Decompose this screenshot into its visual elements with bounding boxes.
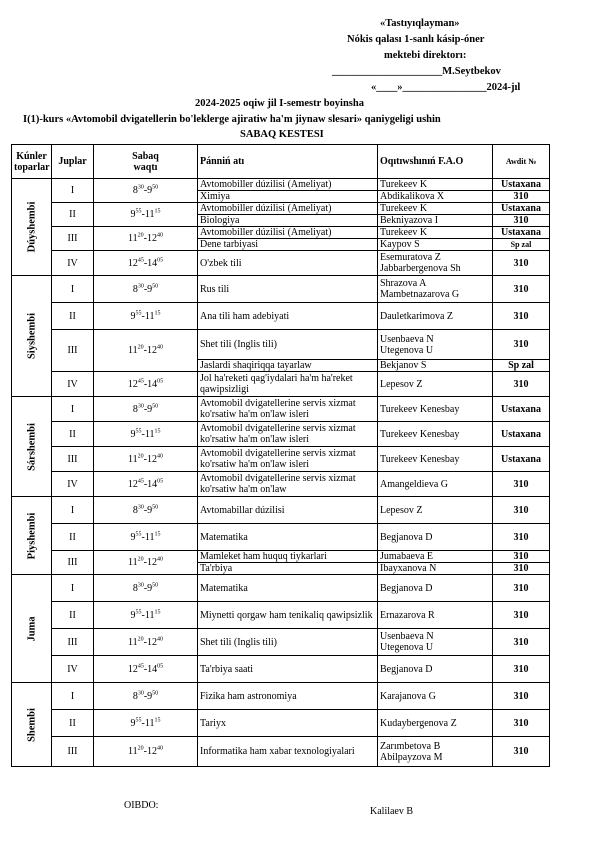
- time-part: 40: [156, 556, 163, 563]
- subject-cell: Rus tili: [198, 276, 378, 303]
- room-cell: 310: [493, 372, 550, 397]
- director-title: mektebi direktorı:: [384, 50, 467, 61]
- day-label: Siyshembi: [26, 312, 37, 360]
- time-part: 11: [128, 233, 138, 244]
- time-part: 30: [137, 403, 144, 410]
- pair-cell: II: [52, 710, 94, 737]
- room-cell: Sp zal: [493, 360, 550, 372]
- date-line: «____»________________2024-jıl: [371, 82, 521, 93]
- time-part: 8: [132, 283, 138, 295]
- table-row: [12, 575, 550, 602]
- teacher-cell: Dauletkarimova Z: [378, 303, 493, 330]
- pair-cell: III: [52, 737, 94, 767]
- time-cell: [94, 203, 198, 227]
- time-part: 8: [132, 403, 138, 415]
- subject-cell: Avtomobil dvigatellerine servis xizmat ko'rsatiw ha'm on'law isleri: [198, 447, 378, 472]
- table-row: [12, 629, 550, 656]
- pair-cell: IV: [52, 372, 94, 397]
- time-part: -9: [143, 582, 153, 594]
- time-part: 40: [156, 453, 163, 460]
- subject-cell: Ana tili ham adebiyati: [198, 303, 378, 330]
- col-header-pair: Juplar: [52, 145, 94, 179]
- subject-cell: Mamleket ham huquq tiykarlari: [198, 551, 378, 563]
- pair-cell: IV: [52, 251, 94, 276]
- time-part: -14: [143, 663, 158, 675]
- time-part: 20: [137, 344, 144, 351]
- pair-cell: I: [52, 683, 94, 710]
- time-cell: [94, 656, 198, 683]
- time-part: 55: [135, 609, 142, 616]
- time-part: 45: [137, 478, 144, 485]
- time-cell: [94, 629, 198, 656]
- time-cell: [94, 422, 198, 447]
- day-cell: [12, 683, 52, 767]
- pair-cell: IV: [52, 656, 94, 683]
- teacher-cell: Shrazova A Mambetnazarova G: [378, 276, 493, 303]
- table-row: [12, 251, 550, 276]
- room-cell: 310: [493, 472, 550, 497]
- subject-cell: Avtomobil dvigatellerine servis xizmat ko'rsatiw ha'm on'law isleri: [198, 397, 378, 422]
- time-part: -9: [143, 283, 153, 295]
- day-label: Juma: [26, 615, 37, 642]
- table-row: [12, 330, 550, 360]
- teacher-cell: Abdikalikova X: [378, 191, 493, 203]
- room-cell: 310: [493, 303, 550, 330]
- teacher-cell: Turekeev Kenesbay: [378, 397, 493, 422]
- time-cell: [94, 472, 198, 497]
- pair-cell: I: [52, 276, 94, 303]
- pair-cell: I: [52, 179, 94, 203]
- time-part: 20: [137, 232, 144, 239]
- teacher-cell: Turekeev Kenesbay: [378, 447, 493, 472]
- time-cell: [94, 303, 198, 330]
- subject-cell: Informatika ham xabar texnologiyalari: [198, 737, 378, 767]
- table-row: [12, 179, 550, 191]
- time-cell: [94, 330, 198, 372]
- time-part: 30: [137, 582, 144, 589]
- teacher-cell: Ernazarova R: [378, 602, 493, 629]
- time-part: 11: [128, 746, 138, 757]
- time-part: 40: [156, 636, 163, 643]
- teacher-cell: Turekeev K: [378, 227, 493, 239]
- table-row: [12, 422, 550, 447]
- time-part: 12: [127, 378, 138, 390]
- time-cell: [94, 397, 198, 422]
- time-part: 05: [157, 663, 164, 670]
- table-row: [12, 276, 550, 303]
- room-cell: 310: [493, 215, 550, 227]
- time-part: 20: [137, 453, 144, 460]
- col-header-room: Awdit №: [493, 145, 550, 179]
- room-cell: 310: [493, 629, 550, 656]
- pair-cell: II: [52, 524, 94, 551]
- teacher-cell: Zarımbetova B Abilpayzova M: [378, 737, 493, 767]
- time-part: 15: [154, 531, 161, 538]
- teacher-cell: Begjanova D: [378, 656, 493, 683]
- teacher-cell: Begjanova D: [378, 524, 493, 551]
- time-part: 8: [132, 690, 138, 702]
- time-part: -14: [143, 478, 158, 490]
- day-label: Shembi: [26, 707, 37, 742]
- time-part: -9: [143, 690, 153, 702]
- pair-cell: I: [52, 575, 94, 602]
- header-row: [12, 145, 550, 179]
- time-part: 45: [137, 257, 144, 264]
- time-cell: [94, 737, 198, 767]
- time-part: 20: [137, 556, 144, 563]
- time-part: 11: [128, 453, 138, 465]
- time-part: 8: [132, 504, 138, 516]
- course-label: I(1)-kurs «Avtomobil dvigatellerin bo'leklerge ajiratiw ha'm jiynaw slesari» qaniygeligi ushin: [23, 114, 441, 125]
- room-cell: 310: [493, 330, 550, 360]
- subject-cell: Ta'rbiya saati: [198, 656, 378, 683]
- time-part: 15: [154, 208, 161, 215]
- time-part: 50: [152, 690, 159, 697]
- teacher-cell: Lepesov Z: [378, 372, 493, 397]
- teacher-cell: Bekniyazova I: [378, 215, 493, 227]
- teacher-cell: Esemuratova Z Jabbarbergenova Sh: [378, 251, 493, 276]
- subject-cell: Matematika: [198, 524, 378, 551]
- time-part: 15: [154, 310, 161, 317]
- footer-left-label: OIBDO:: [124, 800, 159, 811]
- col-header-subject: Pánniń atı: [198, 145, 378, 179]
- table-row: [12, 447, 550, 472]
- time-part: 9: [130, 531, 136, 543]
- room-cell: 310: [493, 602, 550, 629]
- subject-cell: O'zbek tili: [198, 251, 378, 276]
- time-part: 55: [135, 208, 142, 215]
- time-part: 40: [156, 344, 163, 351]
- time-part: 9: [130, 310, 136, 322]
- time-part: -14: [143, 378, 158, 390]
- time-part: 55: [135, 531, 142, 538]
- subject-cell: Avtomobil dvigatellerine servis xizmat ko'rsatiw ha'm on'law: [198, 472, 378, 497]
- time-part: -11: [141, 310, 155, 322]
- teacher-cell: Usenbaeva N Utegenova U: [378, 629, 493, 656]
- table-row: [12, 472, 550, 497]
- room-cell: 310: [493, 575, 550, 602]
- subject-cell: Shet tili (Inglis tili): [198, 330, 378, 360]
- time-part: -9: [143, 504, 153, 516]
- director-signature-line: _____________________M.Seytbekov: [332, 66, 501, 77]
- subject-cell: Jol ha'reketi qag'iydalari ha'm ha'reket qawipsizligi: [198, 372, 378, 397]
- page-title: SABAQ KESTESI: [240, 129, 324, 140]
- time-part: -12: [143, 636, 157, 648]
- subject-cell: Ta'rbiya: [198, 563, 378, 575]
- table-row: [12, 372, 550, 397]
- table-row: [12, 227, 550, 239]
- time-part: 45: [137, 663, 144, 670]
- time-part: 8: [132, 582, 138, 594]
- subject-cell: Jaslardi shaqiriqqa tayarlaw: [198, 360, 378, 372]
- room-cell: 310: [493, 551, 550, 563]
- time-part: 9: [130, 609, 136, 621]
- pair-cell: III: [52, 330, 94, 372]
- subject-cell: Avtomobiller dúzilisi (Ameliyat): [198, 203, 378, 215]
- subject-cell: Dene tarbiyasi: [198, 239, 378, 251]
- room-cell: 310: [493, 497, 550, 524]
- time-cell: [94, 179, 198, 203]
- table-row: [12, 656, 550, 683]
- room-cell: 310: [493, 656, 550, 683]
- schedule-table: [11, 144, 550, 767]
- time-part: 40: [156, 745, 163, 752]
- time-cell: [94, 251, 198, 276]
- time-part: 50: [152, 504, 159, 511]
- school-name: Nókis qalası 1-sanlı kásip-óner: [347, 34, 485, 45]
- day-label: Sárshembi: [26, 422, 37, 471]
- pair-cell: III: [52, 551, 94, 575]
- subject-cell: Tariyx: [198, 710, 378, 737]
- pair-cell: II: [52, 303, 94, 330]
- pair-cell: III: [52, 227, 94, 251]
- col-header-day: Kúnler toparlar: [12, 145, 52, 179]
- table-row: [12, 497, 550, 524]
- time-part: 11: [128, 557, 138, 568]
- time-cell: [94, 227, 198, 251]
- time-cell: [94, 497, 198, 524]
- col-header-time: Sabaq waqtı: [94, 145, 198, 179]
- subject-cell: Avtomabillar dúzilisi: [198, 497, 378, 524]
- pair-cell: I: [52, 497, 94, 524]
- subject-cell: Matematika: [198, 575, 378, 602]
- teacher-cell: Usenbaeva N Utegenova U: [378, 330, 493, 360]
- room-cell: 310: [493, 524, 550, 551]
- room-cell: 310: [493, 710, 550, 737]
- time-part: 12: [127, 663, 138, 675]
- time-part: 20: [137, 636, 144, 643]
- time-part: -11: [141, 209, 155, 220]
- time-part: 12: [127, 257, 138, 269]
- day-cell: [12, 276, 52, 397]
- subject-cell: Avtomobiller dúzilisi (Ameliyat): [198, 179, 378, 191]
- time-cell: [94, 524, 198, 551]
- time-part: 05: [157, 478, 164, 485]
- time-part: -12: [143, 557, 157, 568]
- day-cell: [12, 575, 52, 683]
- teacher-cell: Kaypov S: [378, 239, 493, 251]
- time-part: 9: [130, 209, 136, 220]
- day-cell: [12, 179, 52, 276]
- subject-cell: Ximiya: [198, 191, 378, 203]
- room-cell: Ustaxana: [493, 179, 550, 191]
- time-part: 9: [130, 428, 136, 440]
- teacher-cell: Turekeev K: [378, 203, 493, 215]
- time-part: -14: [143, 257, 158, 269]
- time-cell: [94, 372, 198, 397]
- pair-cell: II: [52, 602, 94, 629]
- table-row: [12, 602, 550, 629]
- semester-label: 2024-2025 oqiw jil I-semestr boyinsha: [195, 98, 364, 109]
- teacher-cell: Karajanova G: [378, 683, 493, 710]
- pair-cell: IV: [52, 472, 94, 497]
- room-cell: Ustaxana: [493, 422, 550, 447]
- time-part: 50: [152, 582, 159, 589]
- table-row: [12, 683, 550, 710]
- teacher-cell: Turekeev K: [378, 179, 493, 191]
- time-part: -11: [141, 717, 155, 729]
- pair-cell: I: [52, 397, 94, 422]
- footer-right-name: Kalilaev B: [370, 806, 414, 817]
- time-part: 40: [156, 232, 163, 239]
- day-label: Dúyshembi: [26, 201, 37, 253]
- time-part: -11: [141, 428, 155, 440]
- teacher-cell: Ibayxanova N: [378, 563, 493, 575]
- teacher-cell: Kudaybergenova Z: [378, 710, 493, 737]
- time-part: -11: [141, 531, 155, 543]
- time-part: 30: [137, 504, 144, 511]
- table-row: [12, 524, 550, 551]
- time-part: -12: [143, 453, 157, 465]
- time-cell: [94, 447, 198, 472]
- room-cell: Ustaxana: [493, 227, 550, 239]
- time-part: 30: [137, 283, 144, 290]
- table-row: [12, 203, 550, 215]
- time-part: 30: [137, 690, 144, 697]
- time-part: -9: [143, 185, 153, 196]
- time-part: 30: [137, 184, 144, 191]
- subject-cell: Fizika ham astronomiya: [198, 683, 378, 710]
- room-cell: Sp zal: [493, 239, 550, 251]
- time-part: 15: [154, 717, 161, 724]
- teacher-cell: Amangeldieva G: [378, 472, 493, 497]
- subject-cell: Shet tili (Inglis tili): [198, 629, 378, 656]
- room-cell: 310: [493, 276, 550, 303]
- time-part: 12: [127, 478, 138, 490]
- time-part: 15: [154, 609, 161, 616]
- subject-cell: Avtomobiller dúzilisi (Ameliyat): [198, 227, 378, 239]
- teacher-cell: Jumabaeva E: [378, 551, 493, 563]
- time-part: 50: [152, 184, 159, 191]
- time-cell: [94, 276, 198, 303]
- table-row: [12, 551, 550, 563]
- room-cell: 310: [493, 191, 550, 203]
- pair-cell: III: [52, 447, 94, 472]
- time-part: 50: [152, 403, 159, 410]
- day-cell: [12, 397, 52, 497]
- time-part: 11: [128, 345, 138, 356]
- room-cell: 310: [493, 251, 550, 276]
- approval-stamp: «Tastıyıqlayman»: [380, 18, 460, 29]
- time-part: 20: [137, 745, 144, 752]
- time-part: 55: [135, 428, 142, 435]
- time-cell: [94, 575, 198, 602]
- day-cell: [12, 497, 52, 575]
- time-cell: [94, 710, 198, 737]
- room-cell: Ustaxana: [493, 203, 550, 215]
- time-part: 9: [130, 717, 136, 729]
- pair-cell: III: [52, 629, 94, 656]
- table-row: [12, 397, 550, 422]
- time-cell: [94, 602, 198, 629]
- teacher-cell: Bekjanov S: [378, 360, 493, 372]
- room-cell: 310: [493, 737, 550, 767]
- room-cell: Ustaxana: [493, 447, 550, 472]
- time-part: -12: [143, 345, 157, 356]
- time-cell: [94, 683, 198, 710]
- table-row: [12, 303, 550, 330]
- subject-cell: Biologiya: [198, 215, 378, 227]
- time-part: 55: [135, 310, 142, 317]
- time-part: -12: [143, 746, 157, 757]
- time-part: 15: [154, 428, 161, 435]
- time-part: 45: [137, 378, 144, 385]
- col-header-teacher: Oqıtıwshınıń F.A.O: [378, 145, 493, 179]
- time-part: -9: [143, 403, 153, 415]
- teacher-cell: Turekeev Kenesbay: [378, 422, 493, 447]
- time-part: 05: [157, 257, 164, 264]
- time-part: -11: [141, 609, 155, 621]
- time-part: -12: [143, 233, 157, 244]
- teacher-cell: Lepesov Z: [378, 497, 493, 524]
- table-row: [12, 710, 550, 737]
- time-part: 8: [132, 185, 138, 196]
- time-part: 11: [128, 636, 138, 648]
- subject-cell: Avtomobil dvigatellerine servis xizmat ko'rsatiw ha'm on'law isleri: [198, 422, 378, 447]
- room-cell: 310: [493, 563, 550, 575]
- pair-cell: II: [52, 203, 94, 227]
- subject-cell: Miynetti qorgaw ham tenikaliq qawipsizlik: [198, 602, 378, 629]
- time-part: 50: [152, 283, 159, 290]
- time-part: 05: [157, 378, 164, 385]
- room-cell: 310: [493, 683, 550, 710]
- time-part: 55: [135, 717, 142, 724]
- room-cell: Ustaxana: [493, 397, 550, 422]
- time-cell: [94, 551, 198, 575]
- table-row: [12, 737, 550, 767]
- teacher-cell: Begjanova D: [378, 575, 493, 602]
- pair-cell: II: [52, 422, 94, 447]
- day-label: Piyshembi: [26, 512, 37, 559]
